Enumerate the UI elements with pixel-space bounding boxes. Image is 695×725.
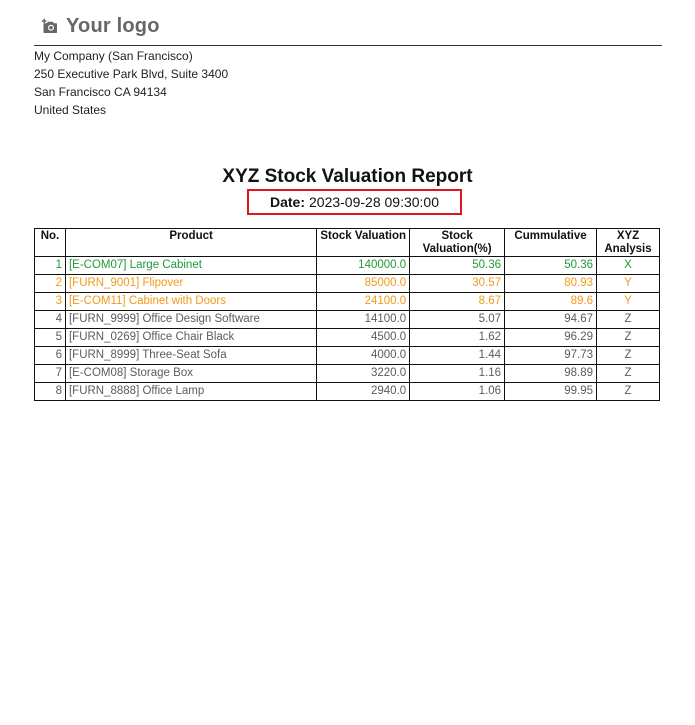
table-header-row [35, 229, 660, 257]
stock-valuation: 2940.0 [317, 383, 410, 401]
date-label: Date: [269, 194, 305, 210]
stock-valuation-percent: 8.67 [410, 293, 505, 311]
report-date-highlight [247, 189, 462, 215]
stock-valuation: 4500.0 [317, 329, 410, 347]
table-row [35, 311, 660, 329]
cumulative-percent: 98.89 [505, 365, 597, 383]
col-header-xyz-analysis: XYZ Analysis [597, 229, 660, 257]
table-row [35, 275, 660, 293]
xyz-class: Z [597, 365, 660, 383]
camera-plus-icon [42, 18, 60, 36]
product-name: [FURN_9999] Office Design Software [65, 311, 316, 329]
row-number: 8 [35, 383, 66, 401]
xyz-class: Z [597, 311, 660, 329]
xyz-class: Y [597, 293, 660, 311]
table-row [35, 293, 660, 311]
row-number: 7 [35, 365, 66, 383]
row-number: 1 [35, 257, 66, 275]
cumulative-percent: 80.93 [505, 275, 597, 293]
table-row [35, 347, 660, 365]
report-title: XYZ Stock Valuation Report [222, 166, 473, 187]
table-row [35, 329, 660, 347]
col-header-product: Product [65, 229, 316, 257]
col-header-stock-valuation-percent: Stock Valuation(%) [410, 229, 505, 257]
stock-valuation-percent: 1.62 [410, 329, 505, 347]
company-name: My Company (San Francisco) [34, 49, 193, 63]
stock-valuation: 24100.0 [317, 293, 410, 311]
product-name: [FURN_0269] Office Chair Black [65, 329, 316, 347]
col-header-cumulative: Cummulative [505, 229, 597, 257]
cumulative-percent: 89.6 [505, 293, 597, 311]
stock-valuation: 14100.0 [317, 311, 410, 329]
stock-valuation-percent: 50.36 [410, 257, 505, 275]
stock-valuation-percent: 1.44 [410, 347, 505, 365]
product-name: [FURN_8999] Three-Seat Sofa [65, 347, 316, 365]
xyz-class: Z [597, 329, 660, 347]
product-name: [FURN_8888] Office Lamp [65, 383, 316, 401]
header-divider [34, 45, 662, 46]
address-country: United States [34, 103, 107, 117]
col-header-stock-valuation: Stock Valuation [317, 229, 410, 257]
product-name: [FURN_9001] Flipover [65, 275, 316, 293]
row-number: 3 [35, 293, 66, 311]
table-row [35, 257, 660, 275]
row-number: 2 [35, 275, 66, 293]
xyz-class: Y [597, 275, 660, 293]
date-value: 2023-09-28 09:30:00 [309, 194, 439, 210]
row-number: 6 [35, 347, 66, 365]
company-logo [42, 15, 160, 38]
product-name: [E-COM07] Large Cabinet [65, 257, 316, 275]
cumulative-percent: 94.67 [505, 311, 597, 329]
stock-valuation-percent: 30.57 [410, 275, 505, 293]
cumulative-percent: 50.36 [505, 257, 597, 275]
stock-valuation: 140000.0 [317, 257, 410, 275]
address-city: San Francisco CA 94134 [34, 85, 167, 99]
cumulative-percent: 96.29 [505, 329, 597, 347]
stock-valuation-percent: 5.07 [410, 311, 505, 329]
row-number: 4 [35, 311, 66, 329]
stock-valuation: 4000.0 [317, 347, 410, 365]
table-row [35, 383, 660, 401]
xyz-class: Z [597, 347, 660, 365]
row-number: 5 [35, 329, 66, 347]
product-name: [E-COM08] Storage Box [65, 365, 316, 383]
stock-valuation-table [34, 228, 660, 401]
stock-valuation-percent: 1.16 [410, 365, 505, 383]
company-address [34, 47, 228, 119]
xyz-class: Z [597, 383, 660, 401]
stock-valuation: 85000.0 [317, 275, 410, 293]
stock-valuation: 3220.0 [317, 365, 410, 383]
table-row [35, 365, 660, 383]
cumulative-percent: 99.95 [505, 383, 597, 401]
stock-valuation-percent: 1.06 [410, 383, 505, 401]
xyz-class: X [597, 257, 660, 275]
cumulative-percent: 97.73 [505, 347, 597, 365]
col-header-no: No. [35, 229, 66, 257]
logo-text: Your logo [66, 15, 160, 37]
product-name: [E-COM11] Cabinet with Doors [65, 293, 316, 311]
address-street: 250 Executive Park Blvd, Suite 3400 [34, 67, 229, 81]
